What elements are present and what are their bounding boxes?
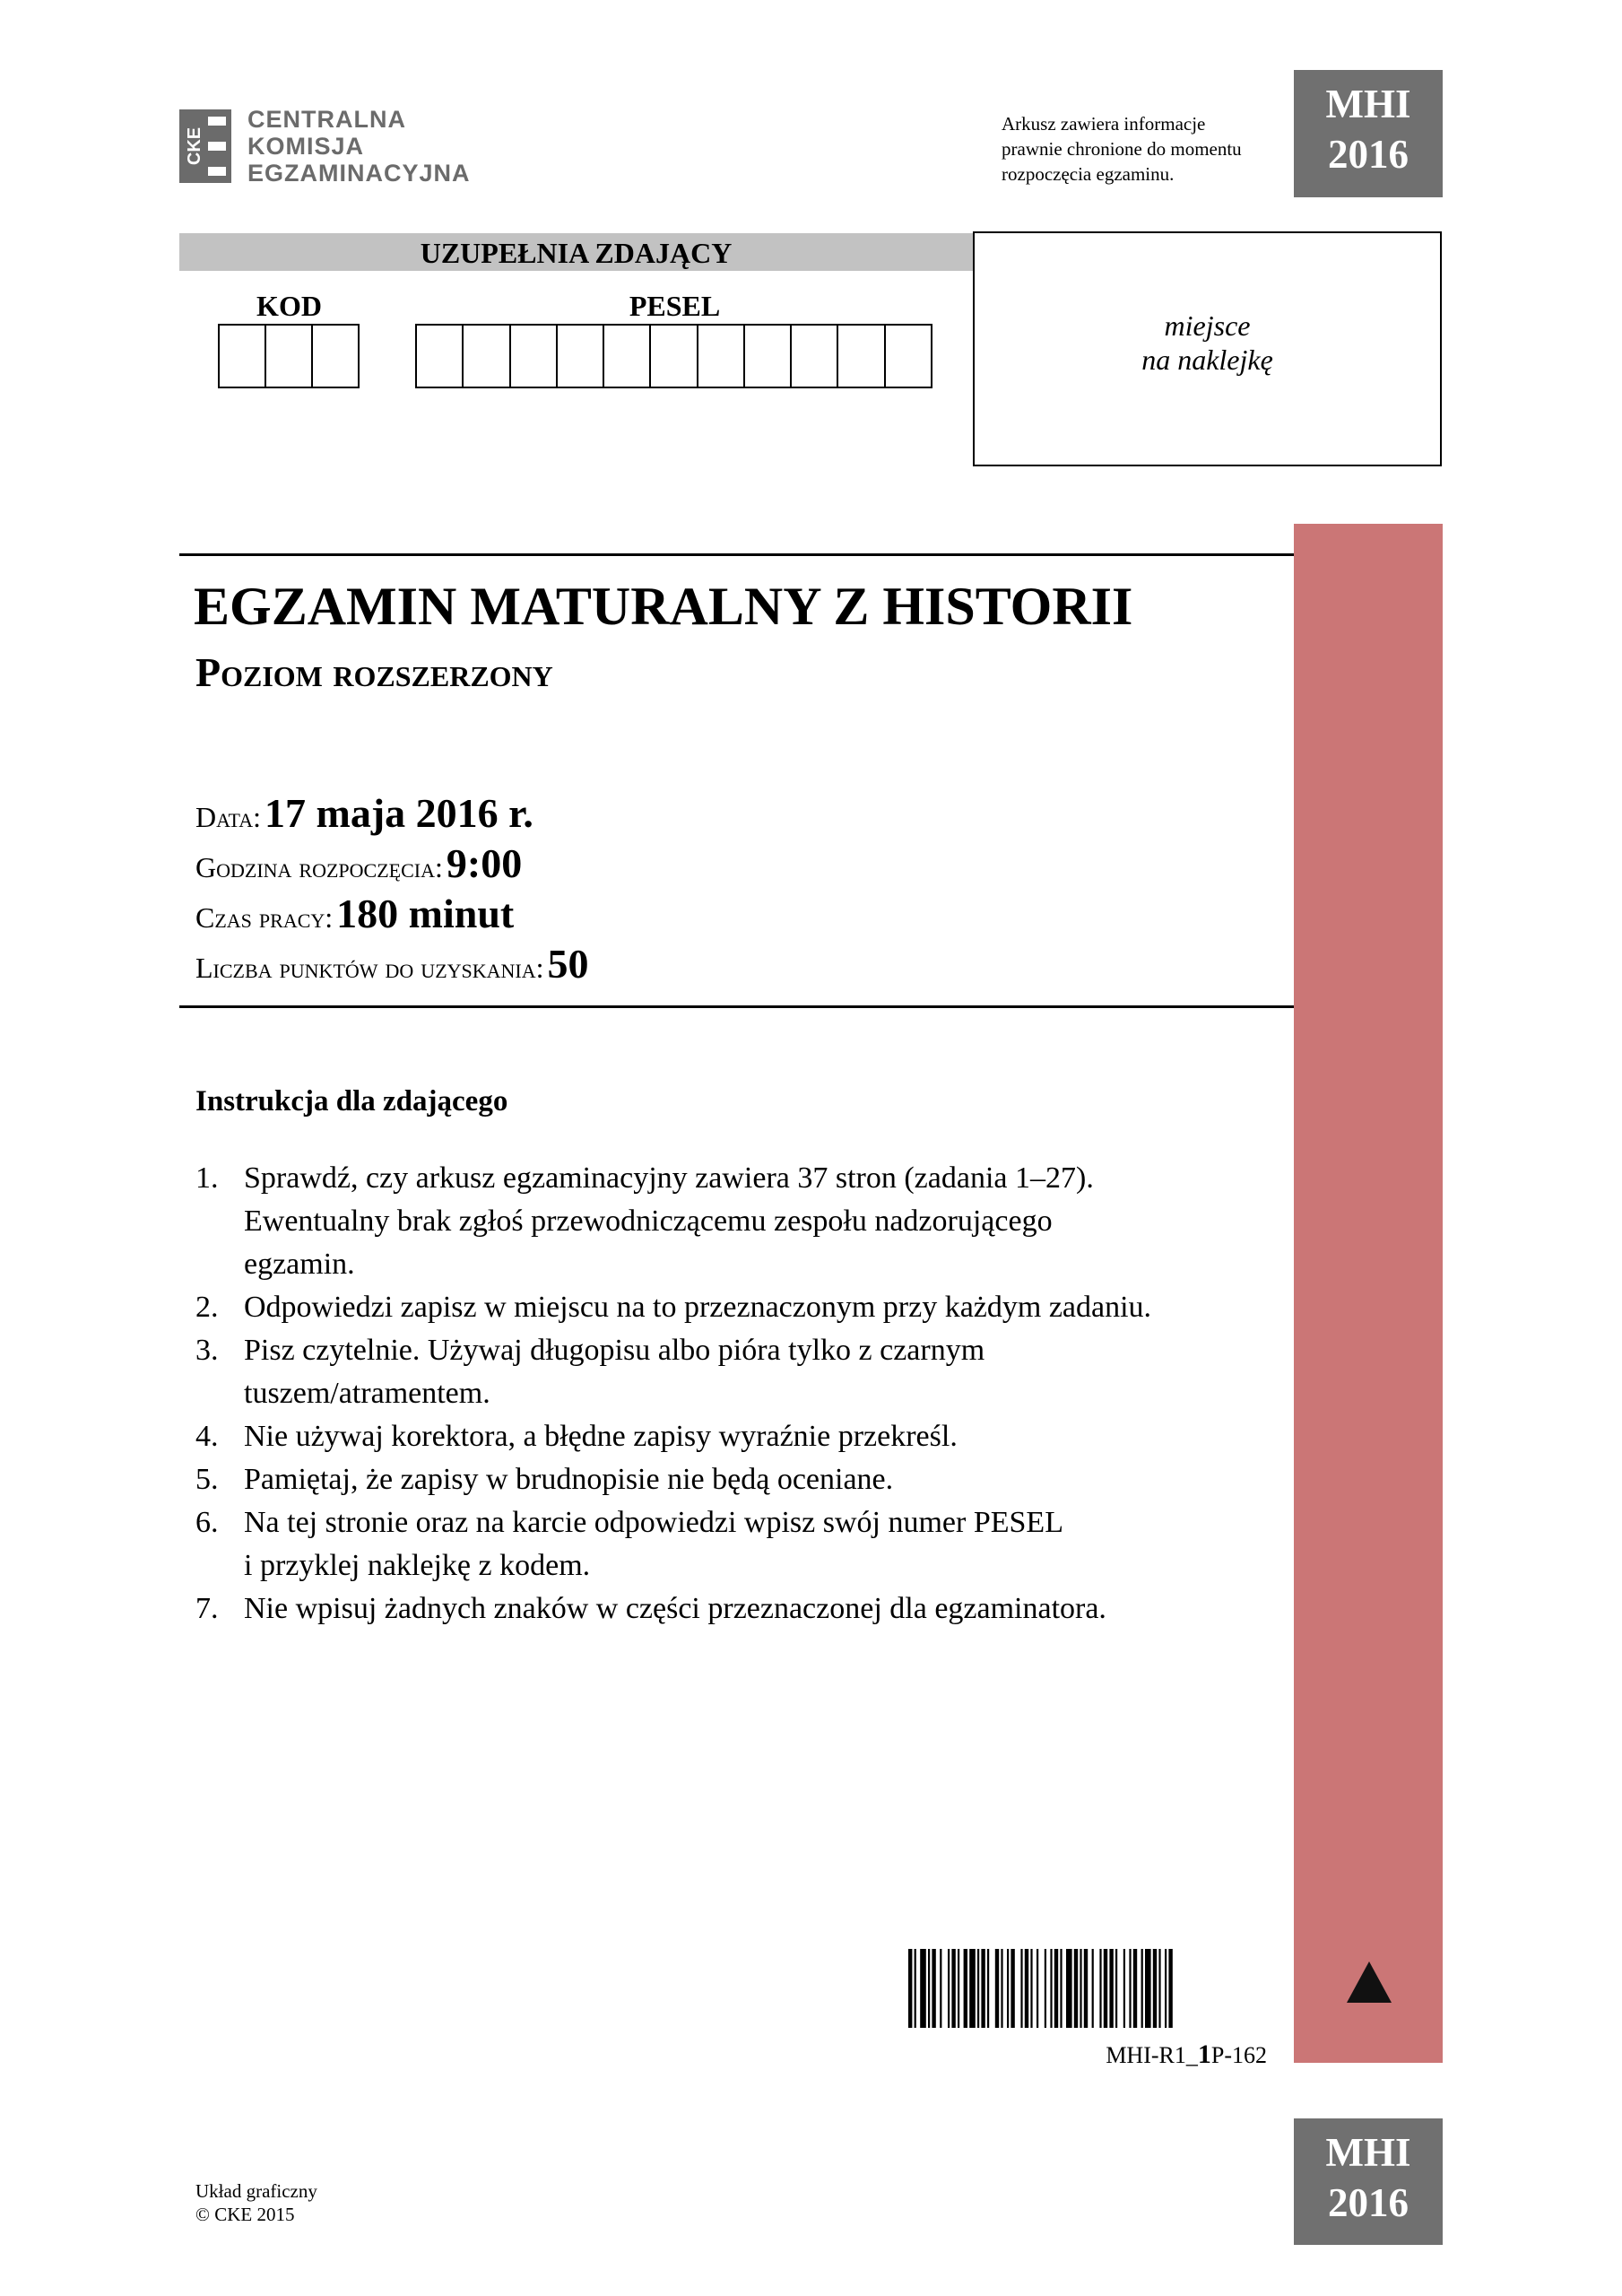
barcode-bold: 1 [1197,2039,1211,2069]
barcode-bar [1158,1949,1160,2028]
barcode-bar [1025,1949,1028,2028]
sticker-area[interactable] [973,231,1442,466]
barcode-bar [1104,1949,1107,2028]
notice-line: rozpoczęcia egzaminu. [1002,163,1175,185]
barcode-bar [1153,1949,1157,2028]
instruction-line: Odpowiedzi zapisz w miejscu na to przeznaczonym przy każdym zadaniu. [244,1291,1152,1324]
instruction-number: 3. [195,1334,219,1367]
start-label: Godzina rozpoczęcia: [195,851,443,883]
barcode-bar [1050,1949,1052,2028]
barcode-bar [1165,1949,1167,2028]
kod-input-boxes[interactable] [218,324,360,388]
notice-line: Arkusz zawiera informacje [1002,113,1206,135]
instruction-line: Nie wpisuj żadnych znaków w części przeznaczonej dla egzaminatora. [244,1592,1106,1625]
instruction-line: tuszem/atramentem. [244,1377,490,1410]
logo-line: EGZAMINACYJNA [247,160,471,187]
barcode-bar [940,1949,941,2028]
exam-level: Poziom rozszerzony [195,649,553,695]
points-value: 50 [547,941,589,987]
barcode-bar [1066,1949,1072,2028]
exam-points [195,940,589,987]
kod-digit-box[interactable] [220,326,266,387]
barcode-bar [915,1949,916,2028]
notice-line: prawnie chronione do momentu [1002,138,1242,160]
pesel-digit-box[interactable] [604,326,651,387]
barcode-bar [1060,1949,1062,2028]
barcode-bar [1084,1949,1088,2028]
instruction-item [195,1415,1271,1458]
barcode-bar [1007,1949,1009,2028]
exam-code-box-top [1294,70,1443,197]
footer-line: © CKE 2015 [195,2204,295,2225]
pesel-digit-box[interactable] [464,326,510,387]
pesel-label: PESEL [629,290,721,322]
duration-value: 180 minut [336,891,515,936]
barcode-bar [1092,1949,1094,2028]
instruction-line: i przyklej naklejkę z kodem. [244,1549,591,1582]
barcode-bar [1037,1949,1038,2028]
barcode-bar [908,1949,912,2028]
kod-label: KOD [256,290,322,322]
instruction-number: 5. [195,1463,219,1496]
pesel-digit-box[interactable] [792,326,838,387]
barcode-bar [1099,1949,1101,2028]
logo-line: CENTRALNA [247,106,406,133]
start-value: 9:00 [446,840,523,886]
barcode-suffix: P-162 [1210,2042,1267,2068]
triangle-up-icon [1347,1961,1392,2003]
instruction-text [244,1501,1271,1587]
barcode-bar [969,1949,976,2028]
barcode-bar [1141,1949,1143,2028]
pesel-digit-box[interactable] [886,326,931,387]
exam-code-box-bottom [1294,2118,1443,2245]
barcode-bar [932,1949,935,2028]
barcode-bar [1129,1949,1131,2028]
cke-logo-mark-icon [179,109,231,183]
pesel-digit-box[interactable] [511,326,558,387]
pesel-digit-box[interactable] [558,326,604,387]
barcode-bar [995,1949,999,2028]
svg-text:CKE: CKE [185,126,204,166]
barcode-bar [987,1949,989,2028]
exam-code-line: MHI [1325,2130,1411,2175]
instruction-line: Sprawdź, czy arkusz egzaminacyjny zawiera 37 stron (zadania 1–27). [244,1161,1094,1195]
duration-label: Czas pracy: [195,901,334,934]
confidential-notice [1002,111,1297,187]
instruction-line: Pisz czytelnie. Używaj długopisu albo pióra tylko z czarnym [244,1334,985,1367]
instructions-list [195,1157,1271,1631]
barcode [908,1949,1267,2028]
barcode-bar [1133,1949,1137,2028]
barcode-bar [1115,1949,1117,2028]
barcode-bar [1020,1949,1022,2028]
exam-code-year: 2016 [1328,2180,1409,2225]
instruction-number: 2. [195,1291,219,1324]
instruction-item [195,1157,1271,1286]
instruction-number: 1. [195,1161,219,1195]
instruction-item [195,1587,1271,1631]
footer-credit [195,2179,317,2226]
barcode-bar [920,1949,926,2028]
instructions-heading: Instrukcja dla zdającego [195,1085,508,1118]
kod-digit-box[interactable] [313,326,358,387]
instruction-text [244,1286,1271,1329]
sticker-text-line: na naklejkę [1141,344,1273,376]
barcode-bar [951,1949,955,2028]
instruction-text [244,1157,1271,1286]
kod-digit-box[interactable] [266,326,313,387]
barcode-bar [1080,1949,1081,2028]
barcode-label [908,2040,1267,2070]
logo-text [247,106,471,187]
red-side-strip [1294,524,1443,2063]
title-top-rule [179,553,1294,556]
barcode-bar [1030,1949,1032,2028]
barcode-bar [1001,1949,1002,2028]
logo-line: KOMISJA [247,133,365,160]
instruction-text [244,1587,1271,1631]
instruction-line: egzamin. [244,1248,355,1281]
barcode-bar [977,1949,979,2028]
barcode-bar [1010,1949,1014,2028]
instruction-number: 4. [195,1420,219,1453]
exam-code-year: 2016 [1328,132,1409,177]
points-label: Liczba punktów do uzyskania: [195,952,544,984]
barcode-bar [1074,1949,1078,2028]
exam-code-line: MHI [1325,82,1411,126]
instruction-line: Pamiętaj, że zapisy w brudnopisie nie będą oceniane. [244,1463,894,1496]
barcode-bar [948,1949,950,2028]
pesel-digit-box[interactable] [838,326,885,387]
instruction-text [244,1415,1271,1458]
instruction-number: 7. [195,1592,219,1625]
pesel-digit-box[interactable] [698,326,745,387]
title-bottom-rule [179,1005,1294,1008]
exam-start-time [195,839,522,887]
instruction-item [195,1458,1271,1501]
pesel-digit-box[interactable] [651,326,698,387]
barcode-bar [1168,1949,1172,2028]
instruction-line: Nie używaj korektora, a błędne zapisy wyraźnie przekreśl. [244,1420,958,1453]
instruction-number: 6. [195,1506,219,1539]
instruction-line: Ewentualny brak zgłoś przewodniczącemu zespołu nadzorującego [244,1205,1053,1238]
exam-duration [195,890,514,937]
barcode-bar [1045,1949,1046,2028]
sticker-text-line: miejsce [1164,309,1251,342]
date-value: 17 maja 2016 r. [265,790,533,836]
instruction-item [195,1329,1271,1415]
exam-title: EGZAMIN MATURALNY Z HISTORII [194,577,1133,636]
barcode-bar [964,1949,967,2028]
instruction-text [244,1329,1271,1415]
pesel-digit-box[interactable] [417,326,464,387]
instruction-line: Na tej stronie oraz na karcie odpowiedzi wpisz swój numer PESEL [244,1506,1063,1539]
pesel-input-boxes[interactable] [415,324,932,388]
barcode-bar [958,1949,959,2028]
instruction-text [244,1458,1271,1501]
barcode-bar [1054,1949,1058,2028]
barcode-prefix: MHI-R1_ [1106,2042,1198,2068]
barcode-bar [981,1949,984,2028]
barcode-bar [1145,1949,1151,2028]
exam-date [195,789,533,837]
instruction-item [195,1501,1271,1587]
fill-in-title: UZUPEŁNIA ZDAJĄCY [420,237,733,269]
barcode-bar [1109,1949,1113,2028]
date-label: Data: [195,801,262,833]
barcode-bar [928,1949,930,2028]
cke-logo [179,106,538,187]
barcode-bar [1123,1949,1125,2028]
footer-line: Układ graficzny [195,2180,317,2202]
instruction-item [195,1286,1271,1329]
pesel-digit-box[interactable] [745,326,792,387]
